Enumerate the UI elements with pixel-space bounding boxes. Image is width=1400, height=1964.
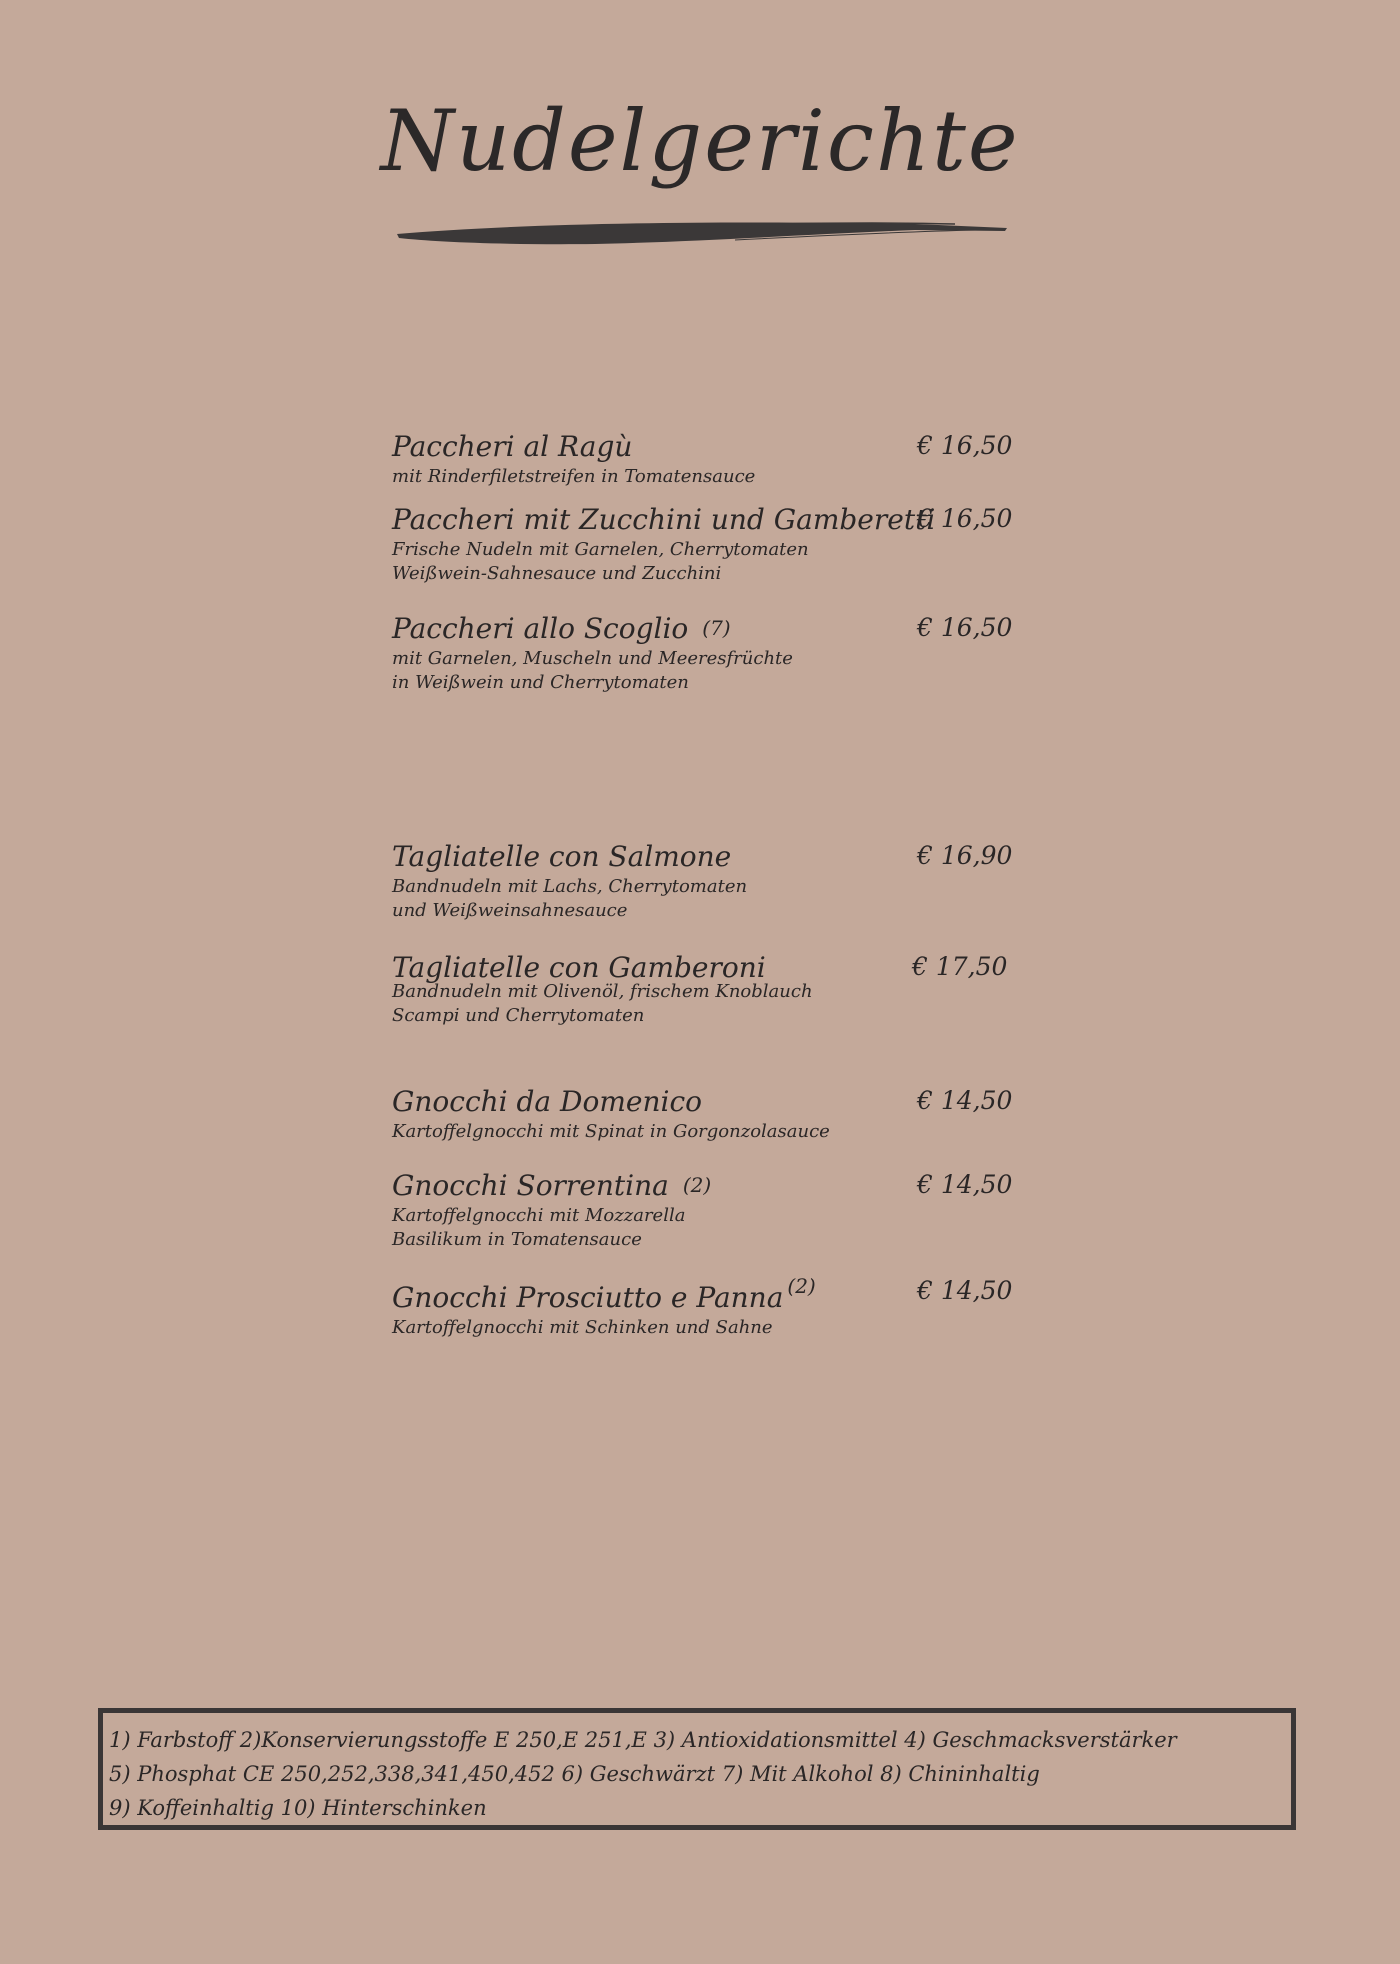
menu-item: [392, 950, 1032, 1028]
dish-price: € 16,50: [917, 431, 1013, 460]
menu-item: [392, 1084, 1032, 1144]
dish-name: Paccheri mit Zucchini und Gamberetti: [392, 503, 936, 536]
dish-description: Bandnudeln mit Lachs, Cherrytomaten: [392, 876, 748, 897]
allergen-code: (7): [702, 616, 731, 640]
dish-description: Kartoffelgnocchi mit Schinken und Sahne: [392, 1317, 773, 1338]
dish-name: Paccheri allo Scoglio: [392, 612, 689, 645]
allergen-legend: [98, 1708, 1296, 1830]
menu-item: [392, 1274, 1032, 1340]
dish-price: € 14,50: [917, 1276, 1013, 1305]
menu-item: [392, 1168, 1032, 1252]
legend-line: 1) Farbstoff 2)Konservierungsstoffe E 250,E 251,E 3) Antioxidationsmittel 4) Geschmacksverstärker: [109, 1728, 1177, 1752]
dish-description: Kartoffelgnocchi mit Spinat in Gorgonzolasauce: [392, 1121, 830, 1142]
menu-item: [392, 611, 1032, 695]
dish-price: € 14,50: [917, 1086, 1013, 1115]
dish-description: Kartoffelgnocchi mit Mozzarella: [392, 1205, 686, 1226]
dish-price: € 17,50: [912, 952, 1008, 981]
dish-description: Frische Nudeln mit Garnelen, Cherrytomaten: [392, 539, 809, 560]
allergen-code: (2): [682, 1173, 712, 1197]
dish-name: Gnocchi Sorrentina: [392, 1169, 669, 1202]
page-title: Nudelgerichte: [380, 92, 1020, 190]
dish-name: Tagliatelle con Salmone: [392, 840, 732, 873]
dish-price: € 14,50: [917, 1170, 1013, 1199]
dish-name: Gnocchi Prosciutto e Panna: [392, 1281, 784, 1314]
dish-description: Scampi und Cherrytomaten: [392, 1005, 645, 1026]
dish-description: in Weißwein und Cherrytomaten: [392, 672, 689, 693]
brush-stroke-divider: [395, 218, 1015, 252]
dish-name: Gnocchi da Domenico: [392, 1085, 702, 1118]
dish-description: Bandnudeln mit Olivenöl, frischem Knoblauch: [392, 981, 813, 1002]
dish-description: Basilikum in Tomatensauce: [392, 1229, 642, 1250]
dish-name: Paccheri al Ragù: [392, 430, 633, 463]
menu-item: [392, 839, 1032, 923]
menu-item: [392, 429, 1032, 489]
dish-description: mit Rinderfiletstreifen in Tomatensauce: [392, 466, 756, 487]
dish-price: € 16,90: [917, 841, 1013, 870]
dish-description: und Weißweinsahnesauce: [392, 900, 628, 921]
legend-line: 5) Phosphat CE 250,252,338,341,450,452 6) Geschwärzt 7) Mit Alkohol 8) Chininhaltig: [109, 1762, 1040, 1786]
menu-item: [392, 502, 1032, 586]
dish-price: € 16,50: [917, 613, 1013, 642]
legend-line: 9) Koffeinhaltig 10) Hinterschinken: [109, 1796, 487, 1820]
dish-name: Tagliatelle con Gamberoni: [392, 951, 766, 984]
dish-price: € 16,50: [917, 504, 1013, 533]
allergen-code: (2): [787, 1274, 816, 1298]
dish-description: mit Garnelen, Muscheln und Meeresfrüchte: [392, 648, 793, 669]
dish-description: Weißwein-Sahnesauce und Zucchini: [392, 563, 722, 584]
